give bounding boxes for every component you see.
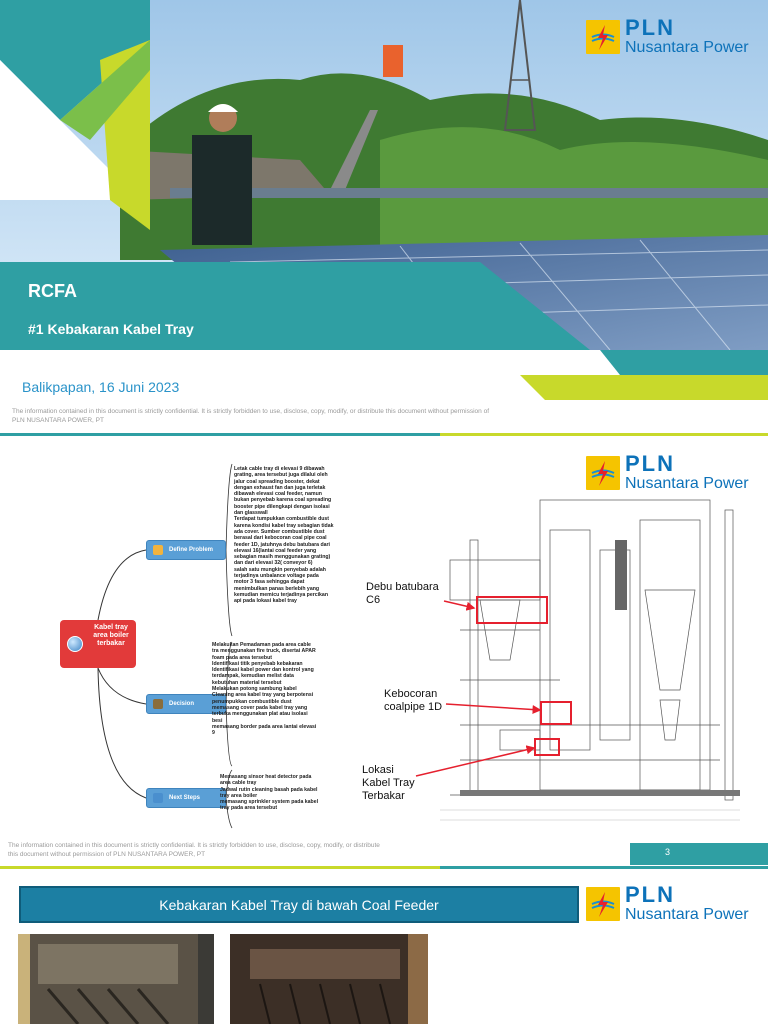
brand-name: PLN [625, 882, 675, 907]
lightning-icon [586, 20, 620, 54]
pln-logo [586, 17, 749, 56]
divider-teal [440, 866, 768, 869]
slide-subtitle: #1 Kebakaran Kabel Tray [28, 321, 194, 337]
define-problem-text: Letak cable tray di elevasi 9 dibawah grating, area tersebut juga dilalui oleh jalur coal spreading booster, dekat dengan exhaust fan dan juga terletak dibawah elevasi coal feeder, namun bukan penyebab karena coal spreading booster pipe dilengkapi dengan isolasi dan glasswall Terdapat tumpukkan combustible dust karena kondisi kabel tray sebagian tidak ada cover. Sumber combustible dust berasal dari kebocoran coal pipe coal feeder 1D, jatuhnya debu batubara dari elevasi 16(lantai coal feeder yang sebagian masih menggunakan grating) dan dari elevasi 32( conveyor 6) salah satu mungkin penyebab adalah terjadinya unbalance voltage pada motor 3 fasa sehingga dapat menimbulkan panas berlebih yang kemudian memicu terjadinya percikan api pada lokasi kabel tray [234, 466, 334, 605]
callout-coalpipe: Kebocoran coalpipe 1D [384, 688, 443, 713]
title-slide [0, 0, 768, 436]
presentation-date: Balikpapan, 16 Juni 2023 [22, 379, 180, 395]
next-steps-text: Memasang sinsor heat detector pada area cable tray Jadwal rutin cleaning basah pada kabel tray area boiler memasang sprinkler system pada kabel tray pada area tersebut [220, 774, 319, 812]
slide-banner: Kebakaran Kabel Tray di bawah Coal Feeder [19, 886, 579, 923]
node-label: Next Steps [169, 795, 201, 801]
burnt-cable-photo-2 [230, 934, 428, 1024]
analysis-slide [0, 436, 768, 872]
slide-title: RCFA [28, 281, 77, 301]
decision-text: Melakukan Pemadaman pada area cable tra menggunakan fire truck, disertai APAR foam pada area tersebut Identifikasi titik penyebab kebakaran Identifikasi kabel power dan kontrol yang terdampak, kemudian melist data kebutuhan material tersebut Melakukan potong sambung kabel Cleaning area kabel tray yang berpotensi penumpukkan combustible dust memasang cover pada kabel tray yang terbuka menggunakan plat atau isolasi besi memasang border pada area lantai elevasi 9 [212, 642, 317, 737]
confidentiality-disclaimer: The information contained in this document is strictly confidential. It is strictly forbidden to use, disclose, copy, modify, or distribute this document without permission of PLN NUSANTARA POWER, PT [8, 842, 380, 858]
pln-logo [586, 884, 749, 923]
callout-coal-dust: Debu batubara C6 [366, 581, 439, 606]
brand-subname: Nusantara Power [625, 39, 749, 56]
divider-lime [0, 866, 440, 869]
node-label: Define Problem [169, 547, 214, 553]
brand-subname: Nusantara Power [625, 906, 749, 923]
node-label: Decision [169, 701, 195, 707]
confidentiality-disclaimer: The information contained in this document is strictly confidential. It is strictly forbidden to use, disclose, copy, modify, or distribute this document without permission of PLN NUSANTARA POWER, PT [12, 408, 490, 424]
photo-slide [0, 872, 768, 1024]
mindmap-root-label: Kabel tray area boiler terbakar [93, 624, 129, 647]
burnt-cable-photo-1 [18, 934, 214, 1024]
callout-arrows [0, 436, 768, 872]
lightning-icon [586, 887, 620, 921]
page-number: 3 [665, 847, 671, 857]
brand-subname: Nusantara Power [625, 475, 749, 492]
page-number-tab [630, 843, 768, 865]
brand-name: PLN [625, 451, 675, 476]
callout-cable-tray: Lokasi Kabel Tray Terbakar [362, 764, 415, 802]
brand-name: PLN [625, 15, 675, 40]
